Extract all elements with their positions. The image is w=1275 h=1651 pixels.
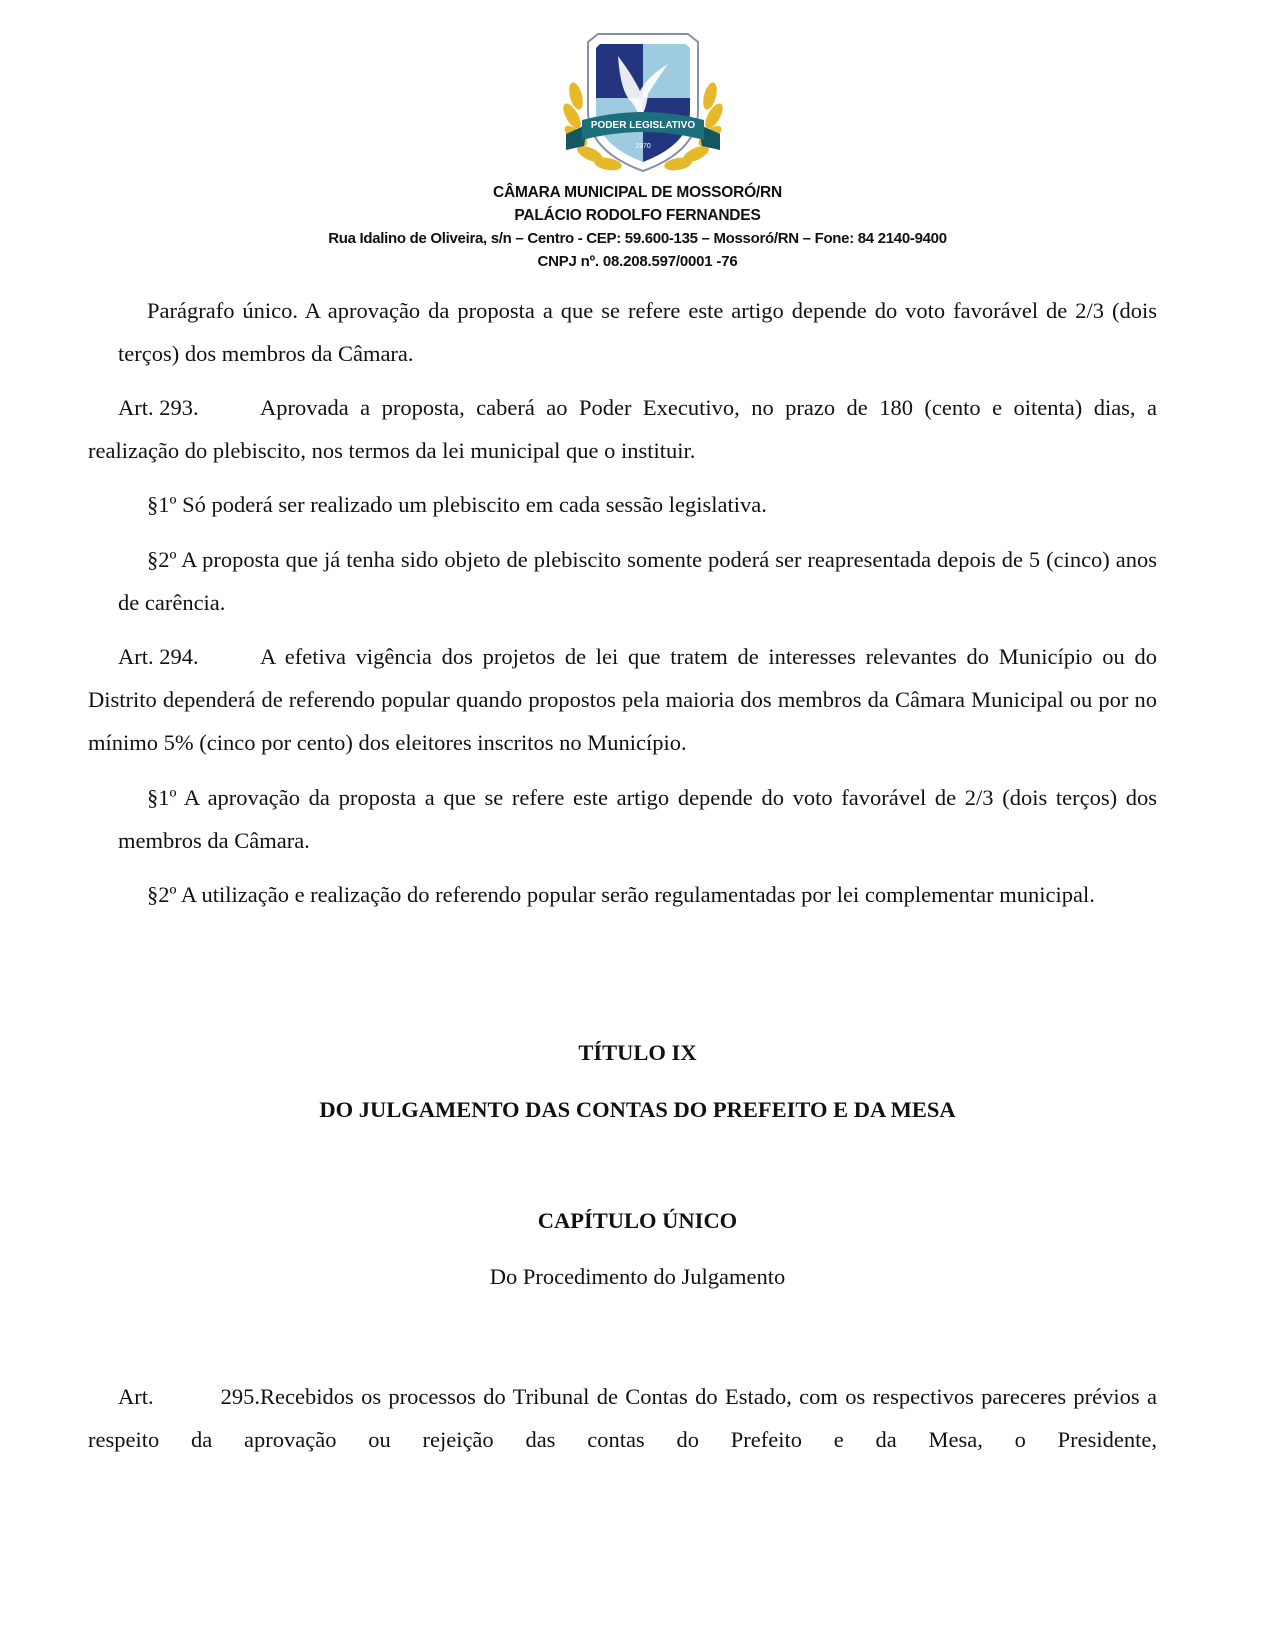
article-text: A efetiva vigência dos projetos de lei que tratem de interesses relevantes do Município ou do Distrito dependerá de referendo popular quando propostos pela maioria dos membros da Câmara Municipal ou por no mínimo 5% (cinco por cento) dos eleitores inscritos no Município. xyxy=(88,644,1157,755)
svg-text:PODER LEGISLATIVO: PODER LEGISLATIVO xyxy=(590,120,696,131)
article-number: Art. 294. xyxy=(118,644,199,669)
chapter-heading: CAPÍTULO ÚNICO xyxy=(537,1208,738,1233)
article-293-paragraph-1: §1º Só poderá ser realizado um plebiscito em cada sessão legislativa. xyxy=(147,492,767,517)
svg-text:1970: 1970 xyxy=(635,143,651,150)
article-293 xyxy=(88,386,1157,472)
article-number: Art. 295. xyxy=(118,1384,260,1409)
coat-of-arms-icon xyxy=(548,16,738,176)
article-295 xyxy=(88,1375,1157,1461)
palace-name: PALÁCIO RODOLFO FERNANDES xyxy=(514,207,761,224)
article-294-paragraph-2: §2º A utilização e realização do referendo popular serão regulamentadas por lei complementar municipal. xyxy=(147,882,1095,907)
article-text: Recebidos os processos do Tribunal de Contas do Estado, com os respectivos pareceres prévios a respeito da aprovação ou rejeição das contas do Prefeito e da Mesa, o Presidente, xyxy=(88,1384,1157,1452)
article-number: Art. 293. xyxy=(118,395,199,420)
article-293-paragraph-2: §2º A proposta que já tenha sido objeto de plebiscito somente poderá ser reapresentada depois de 5 (cinco) anos de carência. xyxy=(118,547,1157,615)
title-name-heading: DO JULGAMENTO DAS CONTAS DO PREFEITO E DA MESA xyxy=(319,1097,956,1122)
chapter-subtitle: Do Procedimento do Julgamento xyxy=(489,1264,786,1289)
institution-name: CÂMARA MUNICIPAL DE MOSSORÓ/RN xyxy=(492,184,783,201)
cnpj-line: CNPJ nº. 08.208.597/0001 -76 xyxy=(537,253,738,270)
article-294-paragraph-1: §1º A aprovação da proposta a que se refere este artigo depende do voto favorável de 2/3 (dois terços) dos membros da Câmara. xyxy=(118,785,1157,853)
article-294 xyxy=(88,635,1157,764)
title-heading: TÍTULO IX xyxy=(578,1040,697,1065)
paragrafo-unico: Parágrafo único. A aprovação da proposta a que se refere este artigo depende do voto favorável de 2/3 (dois terços) dos membros da Câmara. xyxy=(118,298,1157,366)
address-line: Rua Idalino de Oliveira, s/n – Centro - CEP: 59.600-135 – Mossoró/RN – Fone: 84 2140-9400 xyxy=(328,230,947,247)
article-text: Aprovada a proposta, caberá ao Poder Executivo, no prazo de 180 (cento e oitenta) dias, a realização do plebiscito, nos termos da lei municipal que o instituir. xyxy=(88,395,1157,463)
